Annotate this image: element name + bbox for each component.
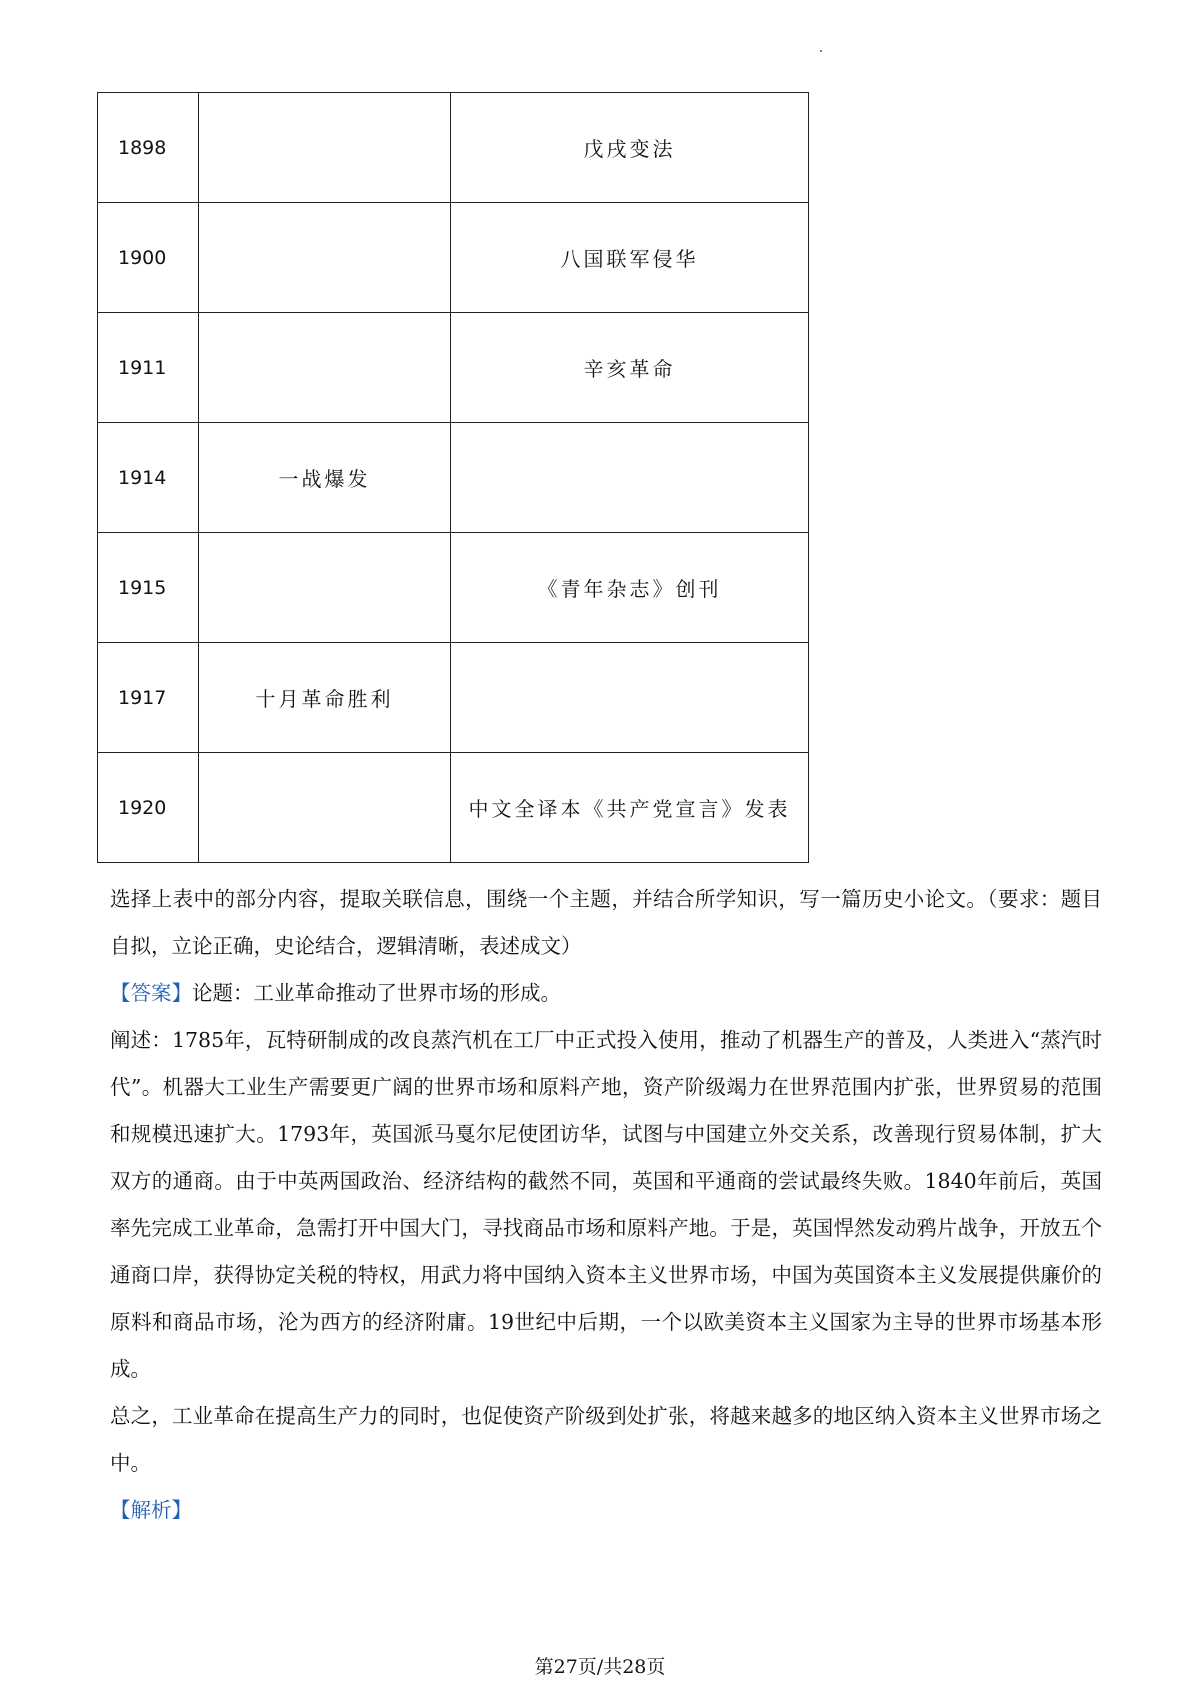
world-event-cell bbox=[199, 753, 451, 863]
question-paragraph: 选择上表中的部分内容，提取关联信息，围绕一个主题，并结合所学知识，写一篇历史小论文。（要求：题目自拟，立论正确，史论结合，逻辑清晰，表述成文） bbox=[110, 887, 1102, 958]
answer-label: 【答案】 bbox=[110, 981, 192, 1005]
year-cell: 1900 bbox=[98, 203, 199, 313]
table-row bbox=[98, 643, 809, 753]
scan-dot bbox=[820, 50, 822, 52]
world-event-cell: 十月革命胜利 bbox=[199, 643, 451, 753]
timeline-table bbox=[97, 92, 809, 863]
table-row bbox=[98, 533, 809, 643]
world-event-cell bbox=[199, 93, 451, 203]
table-row bbox=[98, 423, 809, 533]
year-cell: 1915 bbox=[98, 533, 199, 643]
china-event-cell: 戊戌变法 bbox=[451, 93, 809, 203]
table-row bbox=[98, 753, 809, 863]
analysis-paragraph bbox=[110, 1487, 1102, 1534]
china-event-cell bbox=[451, 643, 809, 753]
answer-thesis-paragraph bbox=[110, 970, 1102, 1017]
answer-conclusion-paragraph: 总之，工业革命在提高生产力的同时，也促使资产阶级到处扩张，将越来越多的地区纳入资本主义世界市场之中。 bbox=[110, 1404, 1102, 1475]
document-body bbox=[110, 876, 1102, 1534]
table-row bbox=[98, 203, 809, 313]
world-event-cell bbox=[199, 533, 451, 643]
analysis-label: 【解析】 bbox=[110, 1498, 192, 1522]
year-cell: 1920 bbox=[98, 753, 199, 863]
table-row bbox=[98, 93, 809, 203]
year-cell: 1914 bbox=[98, 423, 199, 533]
china-event-cell: 八国联军侵华 bbox=[451, 203, 809, 313]
world-event-cell: 一战爆发 bbox=[199, 423, 451, 533]
china-event-cell: 辛亥革命 bbox=[451, 313, 809, 423]
world-event-cell bbox=[199, 203, 451, 313]
page-number: 第27页/共28页 bbox=[534, 1656, 666, 1678]
table-row bbox=[98, 313, 809, 423]
world-event-cell bbox=[199, 313, 451, 423]
answer-thesis: 论题：工业革命推动了世界市场的形成。 bbox=[192, 981, 561, 1005]
year-cell: 1911 bbox=[98, 313, 199, 423]
answer-elaboration-paragraph: 阐述：1785年，瓦特研制成的改良蒸汽机在工厂中正式投入使用，推动了机器生产的普及，人类进入“蒸汽时代”。机器大工业生产需要更广阔的世界市场和原料产地，资产阶级竭力在世界范围内扩张，世界贸易的范围和规模迅速扩大。1793年，英国派马戛尔尼使团访华，试图与中国建立外交关系，改善现行贸易体制，扩大双方的通商。由于中英两国政治、经济结构的截然不同，英国和平通商的尝试最终失败。1840年前后，英国率先完成工业革命，急需打开中国大门，寻找商品市场和原料产地。于是，英国悍然发动鸦片战争，开放五个通商口岸，获得协定关税的特权，用武力将中国纳入资本主义世界市场，中国为英国资本主义发展提供廉价的原料和商品市场，沦为西方的经济附庸。19世纪中后期，一个以欧美资本主义国家为主导的世界市场基本形成。 bbox=[110, 1028, 1102, 1381]
china-event-cell bbox=[451, 423, 809, 533]
china-event-cell: 《青年杂志》创刊 bbox=[451, 533, 809, 643]
year-cell: 1917 bbox=[98, 643, 199, 753]
year-cell: 1898 bbox=[98, 93, 199, 203]
china-event-cell: 中文全译本《共产党宣言》发表 bbox=[451, 753, 809, 863]
